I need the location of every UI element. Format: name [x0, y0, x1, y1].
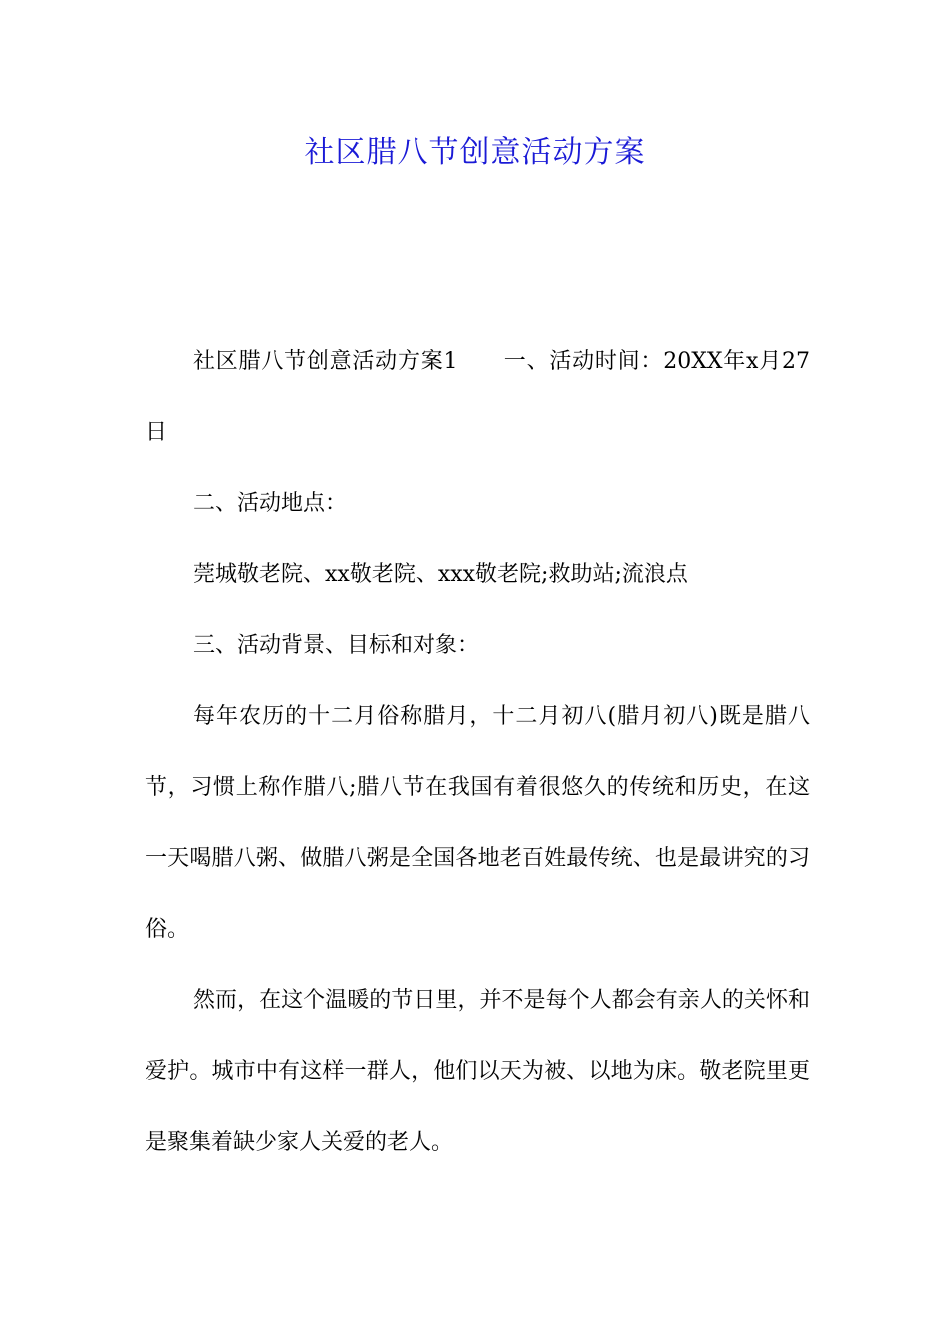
paragraph-locations: 莞城敬老院、xx敬老院、xxx敬老院;救助站;流浪点 [193, 562, 688, 587]
document-title: 社区腊八节创意活动方案 [304, 135, 646, 170]
paragraph-motivation: 然而，在这个温暖的节日里，并不是每个人都会有亲人的关怀和爱护。城市中有这样一群人，他们以天为被、以地为床。敬老院里更是聚集着缺少家人关爱的老人。 [145, 988, 810, 1155]
document-body [145, 326, 810, 1178]
paragraph-background: 每年农历的十二月俗称腊月，十二月初八(腊月初八)既是腊八节，习惯上称作腊八;腊八节在我国有着很悠久的传统和历史，在这一天喝腊八粥、做腊八粥是全国各地老百姓最传统、也是最讲究的习俗。 [145, 704, 810, 942]
paragraph-activity-time: 社区腊八节创意活动方案1 一、活动时间：20XX年x月27日 [145, 349, 810, 445]
paragraph-location-heading: 二、活动地点： [193, 491, 348, 516]
paragraph-background-heading: 三、活动背景、目标和对象： [193, 633, 480, 658]
